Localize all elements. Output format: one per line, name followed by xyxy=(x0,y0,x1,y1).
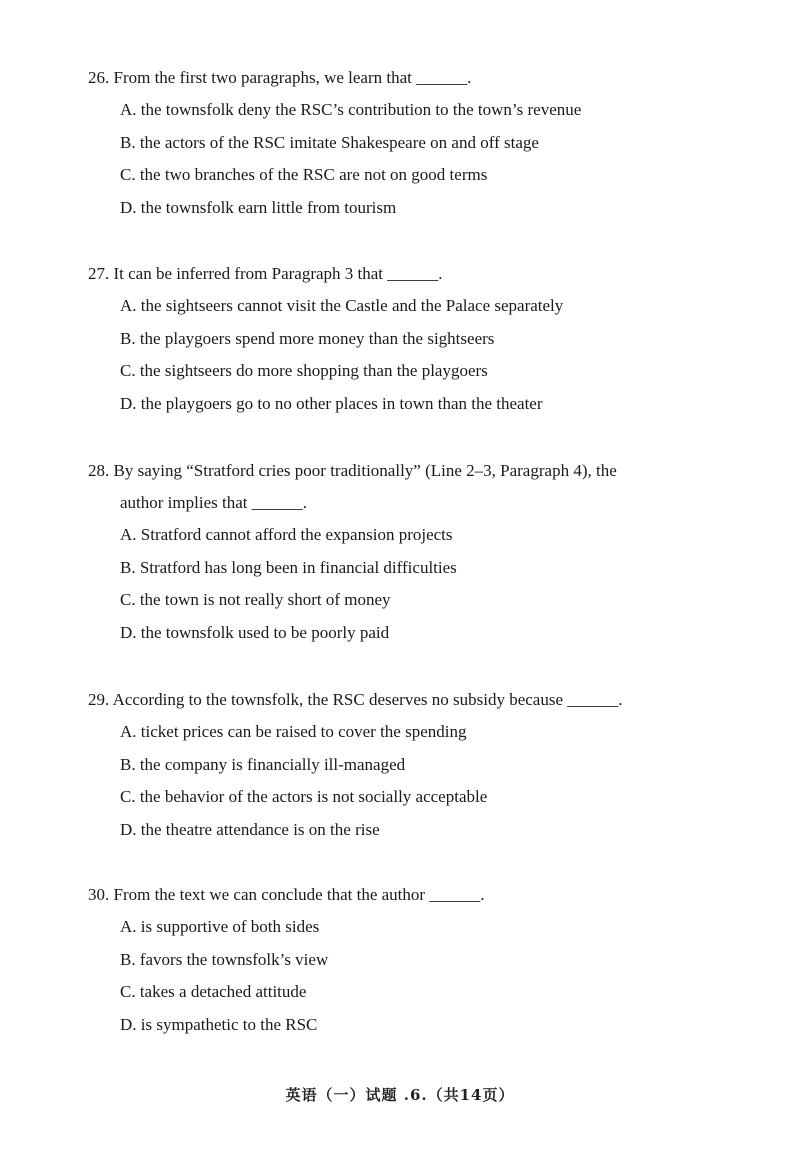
question-29 xyxy=(88,684,748,847)
question-text: From the first two paragraphs, we learn that ______. xyxy=(113,68,472,87)
question-text: By saying “Stratford cries poor traditionally” (Line 2–3, Paragraph 4), the xyxy=(113,461,617,480)
option-b: B. Stratford has long been in financial difficulties xyxy=(120,557,457,577)
option-a: A. Stratford cannot afford the expansion projects xyxy=(120,525,453,544)
option-b: B. the company is financially ill-managed xyxy=(120,754,406,774)
question-26 xyxy=(88,62,748,225)
question-text: From the text we can conclude that the author ______. xyxy=(113,885,485,904)
question-number: 26. xyxy=(88,68,110,87)
option-d: D. the townsfolk earn little from tourism xyxy=(120,198,397,218)
question-number: 27. xyxy=(88,264,110,283)
question-stem xyxy=(88,879,748,911)
question-number: 28. xyxy=(88,461,110,480)
question-number: 30. xyxy=(88,885,110,904)
option-c: C. the sightseers do more shopping than the playgoers xyxy=(120,361,488,381)
question-28 xyxy=(88,455,748,650)
question-text: It can be inferred from Paragraph 3 that ______. xyxy=(113,264,443,283)
question-text: According to the townsfolk, the RSC deserves no subsidy because ______. xyxy=(112,690,623,709)
question-text-continued: author implies that ______. xyxy=(120,493,307,512)
option-a: A. ticket prices can be raised to cover the spending xyxy=(120,722,467,741)
option-a: A. is supportive of both sides xyxy=(120,917,320,936)
option-c: C. the town is not really short of money xyxy=(120,590,391,610)
question-stem xyxy=(88,258,748,290)
question-stem xyxy=(88,62,748,94)
option-c: C. takes a detached attitude xyxy=(120,982,307,1002)
option-a: A. the townsfolk deny the RSC’s contribution to the town’s revenue xyxy=(120,100,582,119)
option-c: C. the two branches of the RSC are not on good terms xyxy=(120,165,488,185)
question-30 xyxy=(88,879,748,1042)
question-stem xyxy=(88,455,748,519)
question-stem xyxy=(88,684,748,716)
question-number: 29. xyxy=(88,690,110,709)
option-a: A. the sightseers cannot visit the Castle and the Palace separately xyxy=(120,296,564,315)
option-b: B. favors the townsfolk’s view xyxy=(120,949,329,969)
option-d: D. the theatre attendance is on the rise xyxy=(120,820,380,840)
option-d: D. the townsfolk used to be poorly paid xyxy=(120,623,390,643)
option-d: D. the playgoers go to no other places in town than the theater xyxy=(120,394,543,414)
question-27 xyxy=(88,258,748,421)
option-b: B. the playgoers spend more money than the sightseers xyxy=(120,328,495,348)
option-b: B. the actors of the RSC imitate Shakespeare on and off stage xyxy=(120,132,539,152)
page-footer: 英语（一）试题 .6.（共14页） xyxy=(285,1086,515,1104)
option-c: C. the behavior of the actors is not socially acceptable xyxy=(120,787,488,807)
option-d: D. is sympathetic to the RSC xyxy=(120,1015,318,1035)
